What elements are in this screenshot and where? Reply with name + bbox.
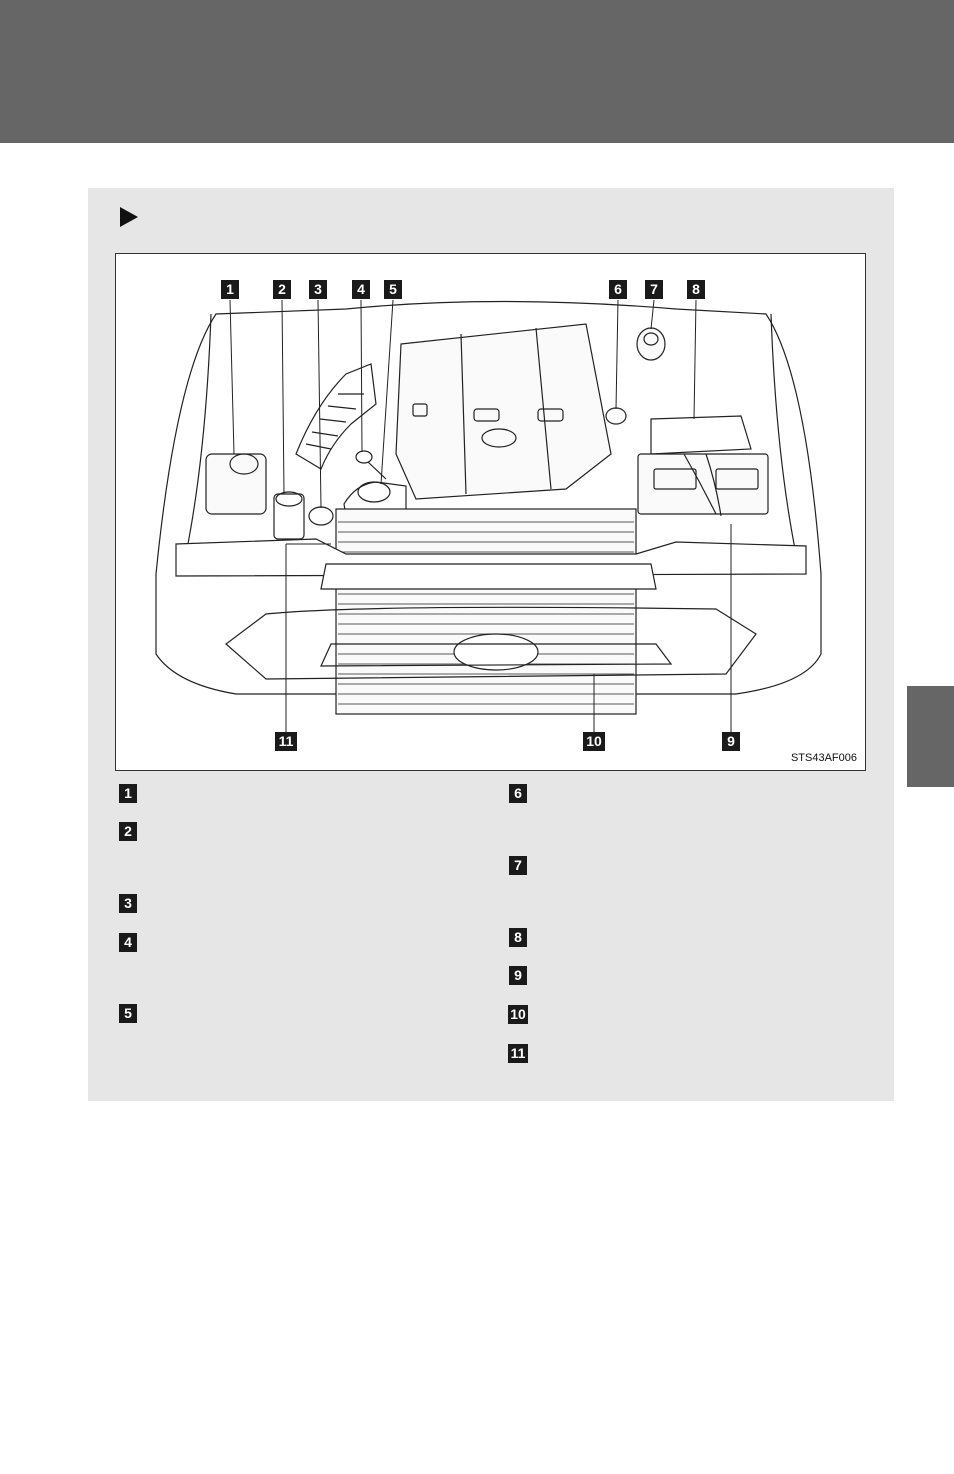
engine-compartment-illustration <box>116 254 865 770</box>
callout-10: 10 <box>583 732 605 751</box>
legend-badge-5: 5 <box>119 1004 137 1023</box>
callout-9: 9 <box>722 732 740 751</box>
legend-badge-11: 11 <box>508 1044 528 1063</box>
legend-badge-2: 2 <box>119 822 137 841</box>
callout-4: 4 <box>352 280 370 299</box>
callout-3: 3 <box>309 280 327 299</box>
callout-5: 5 <box>384 280 402 299</box>
legend-badge-8: 8 <box>509 928 527 947</box>
callout-7: 7 <box>645 280 663 299</box>
legend-badge-9: 9 <box>509 966 527 985</box>
section-side-tab <box>907 686 954 787</box>
legend-badge-6: 6 <box>509 784 527 803</box>
callout-11: 11 <box>275 732 297 751</box>
section-arrow-icon <box>120 207 138 227</box>
callout-8: 8 <box>687 280 705 299</box>
legend-badge-4: 4 <box>119 933 137 952</box>
legend-badge-3: 3 <box>119 894 137 913</box>
callout-6: 6 <box>609 280 627 299</box>
legend-badge-1: 1 <box>119 784 137 803</box>
callout-2: 2 <box>273 280 291 299</box>
callout-1: 1 <box>221 280 239 299</box>
page-header-band <box>0 0 954 143</box>
figure-code: STS43AF006 <box>790 752 857 764</box>
legend-badge-7: 7 <box>509 856 527 875</box>
legend-badge-10: 10 <box>508 1005 528 1024</box>
engine-compartment-figure <box>115 253 866 771</box>
